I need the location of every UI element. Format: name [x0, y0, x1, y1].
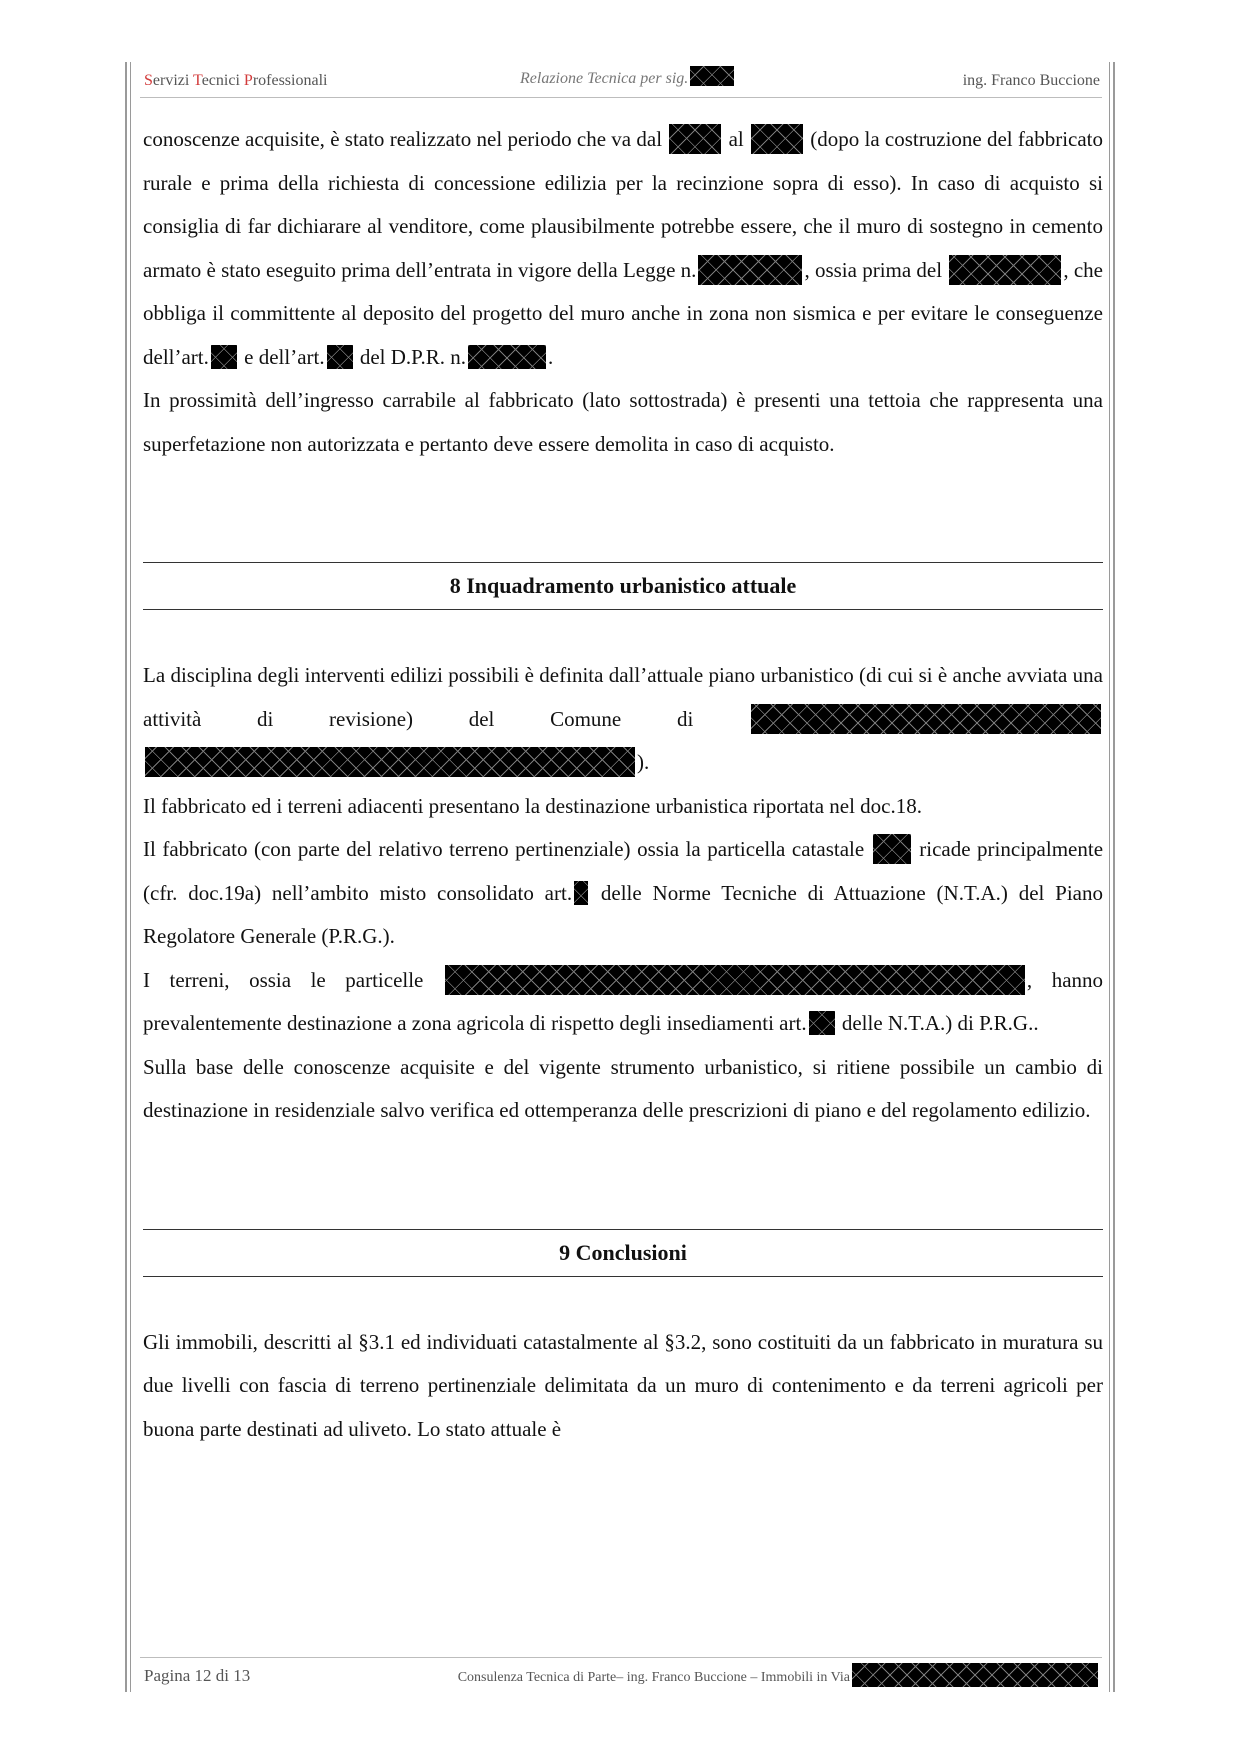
paragraph-building-parcel: Il fabbricato (con parte del relativo terreno pertinenziale) ossia la particella catastale ricade principalmente (cfr. doc.19a) nell’ambito misto consolidato art. delle Norme Tecniche di Attuazione (N.T.A.) del Piano Regolatore Generale (P.R.G.). [143, 828, 1103, 959]
redaction-block [327, 345, 353, 369]
paragraph-discipline: La disciplina degli interventi edilizi possibili è definita dall’attuale piano urbanistico (di cui si è anche avviata una attività di revisione) del Comune di ). [143, 654, 1103, 785]
header-rule [140, 97, 1102, 98]
redaction-block [751, 704, 1101, 734]
redaction-block [690, 66, 734, 86]
redaction-block [751, 124, 803, 154]
page-footer [142, 1664, 1102, 1692]
redaction-block [574, 881, 588, 905]
redaction-block [145, 747, 635, 777]
footer-rule [140, 1657, 1102, 1658]
paragraph-canopy: In prossimità dell’ingresso carrabile al fabbricato (lato sottostrada) è presenti una tettoia che rappresenta una superfetazione non autorizzata e pertanto deve essere demolita in caso di acquisto. [143, 388, 1103, 456]
redaction-block [873, 834, 911, 864]
page-header [142, 66, 1102, 94]
section-spacer [143, 466, 1103, 562]
redaction-block [852, 1663, 1098, 1687]
redaction-block [445, 965, 1025, 995]
paragraph-destination: Il fabbricato ed i terreni adiacenti presentano la destinazione urbanistica riportata nel doc.18. [143, 793, 922, 818]
redaction-block [949, 255, 1061, 285]
paragraph-conclusions: Gli immobili, descritti al §3.1 ed individuati catastalmente al §3.2, sono costituiti da un fabbricato in muratura su due livelli con fascia di terreno pertinenziale delimitata da un muro di contenimento e da terreni agricoli per buona parte destinati ad uliveto. Lo stato attuale è [143, 1329, 1103, 1441]
page-frame-right-inner [1109, 62, 1110, 1692]
section-heading-9: 9 Conclusioni [143, 1229, 1103, 1277]
page-frame-left-outer [125, 62, 127, 1692]
paragraph-land-parcels: I terreni, ossia le particelle , hanno prevalentemente destinazione a zona agricola di rispetto degli insediamenti art. delle N.T.A.) di P.R.G.. [143, 959, 1103, 1046]
header-author: ing. Franco Buccione [962, 72, 1100, 89]
document-body [143, 118, 1103, 1451]
paragraph-use-change: Sulla base delle conoscenze acquisite e del vigente strumento urbanistico, si ritiene possibile un cambio di destinazione in residenziale salvo verifica ed ottemperanza delle prescrizioni di piano e del regolamento edilizio. [143, 1054, 1103, 1122]
redaction-block [809, 1011, 835, 1035]
redaction-block [211, 345, 237, 369]
redaction-block [669, 124, 721, 154]
page-frame-left-inner [130, 62, 131, 1692]
page-frame-right-outer [1113, 62, 1115, 1692]
paragraph-wall-history: conoscenze acquisite, è stato realizzato nel periodo che va dal al (dopo la costruzione del fabbricato rurale e prima della richiesta di concessione edilizia per la recinzione sopra di esso). In caso di acquisto si consiglia di far dichiarare al venditore, come plausibilmente potrebbe essere, che il muro di sostegno in cemento armato è stato eseguito prima dell’entrata in vigore della Legge n. , ossia prima del , che obbliga il committente al deposito del progetto del muro anche in zona non sismica e per evitare le conseguenze dell’art. e dell’art. del D.P.R. n. . [143, 118, 1103, 379]
page-number: Pagina 12 di 13 [144, 1666, 251, 1685]
footer-report-info: Consulenza Tecnica di Parte– ing. Franco Buccione – Immobili in Via [458, 1667, 1100, 1687]
redaction-block [698, 255, 802, 285]
header-company: Servizi Tecnici Professionali [144, 72, 328, 89]
section-heading-8: 8 Inquadramento urbanistico attuale [143, 562, 1103, 610]
redaction-block [468, 345, 546, 369]
header-report-title: Relazione Tecnica per sig. [520, 70, 736, 88]
section-spacer [143, 1133, 1103, 1229]
